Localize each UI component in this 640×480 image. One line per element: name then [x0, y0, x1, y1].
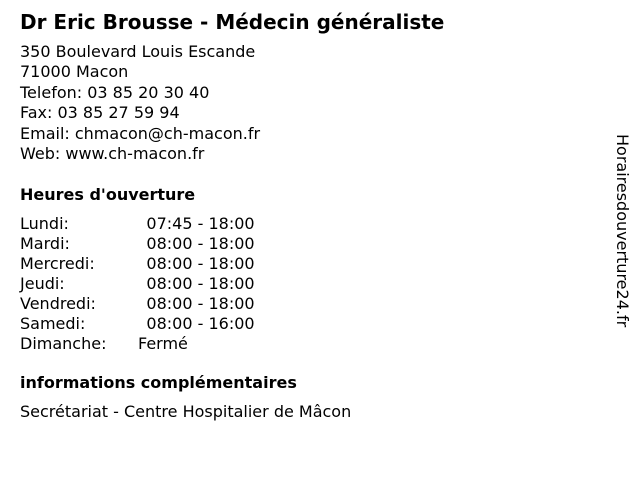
- hours-time: Fermé: [138, 334, 188, 354]
- hours-row-mardi: [20, 234, 263, 254]
- hours-time: 07:45 - 18:00: [146, 214, 255, 234]
- hours-row-dimanche: [20, 334, 263, 354]
- contact-info: [20, 42, 610, 164]
- address-city: 71000 Macon: [20, 62, 129, 82]
- hours-row-samedi: [20, 314, 263, 334]
- page-title: Dr Eric Brousse - Médecin généraliste: [20, 10, 445, 34]
- phone-number: Telefon: 03 85 20 30 40: [20, 82, 210, 102]
- address-street: 350 Boulevard Louis Escande: [20, 42, 256, 61]
- fax-number: Fax: 03 85 27 59 94: [20, 103, 180, 123]
- hours-day: Samedi:: [20, 314, 86, 334]
- hours-row-lundi: [20, 214, 263, 234]
- hours-heading: Heures d'ouverture: [20, 185, 196, 205]
- hours-day: Lundi:: [20, 214, 69, 234]
- email-address: Email: chmacon@ch-macon.fr: [20, 123, 261, 143]
- extra-info-text: Secrétariat - Centre Hospitalier de Mâcon: [20, 402, 352, 422]
- hours-time: 08:00 - 18:00: [146, 274, 255, 294]
- hours-row-vendredi: [20, 294, 263, 314]
- hours-time: 08:00 - 18:00: [146, 234, 255, 254]
- hours-day: Mercredi:: [20, 254, 95, 274]
- hours-time: 08:00 - 18:00: [146, 294, 255, 314]
- practice-card: [20, 10, 610, 422]
- extra-info-heading: informations complémentaires: [20, 373, 297, 393]
- hours-table: [20, 214, 263, 354]
- website: Web: www.ch-macon.fr: [20, 144, 205, 164]
- hours-day: Mardi:: [20, 234, 70, 254]
- hours-day: Jeudi:: [20, 274, 65, 294]
- hours-row-jeudi: [20, 274, 263, 294]
- site-watermark: Horairesdouverture24.fr: [613, 134, 632, 328]
- hours-day: Dimanche:: [20, 334, 107, 354]
- hours-time: 08:00 - 18:00: [146, 254, 255, 274]
- hours-day: Vendredi:: [20, 294, 96, 314]
- hours-row-mercredi: [20, 254, 263, 274]
- hours-time: 08:00 - 16:00: [146, 314, 255, 334]
